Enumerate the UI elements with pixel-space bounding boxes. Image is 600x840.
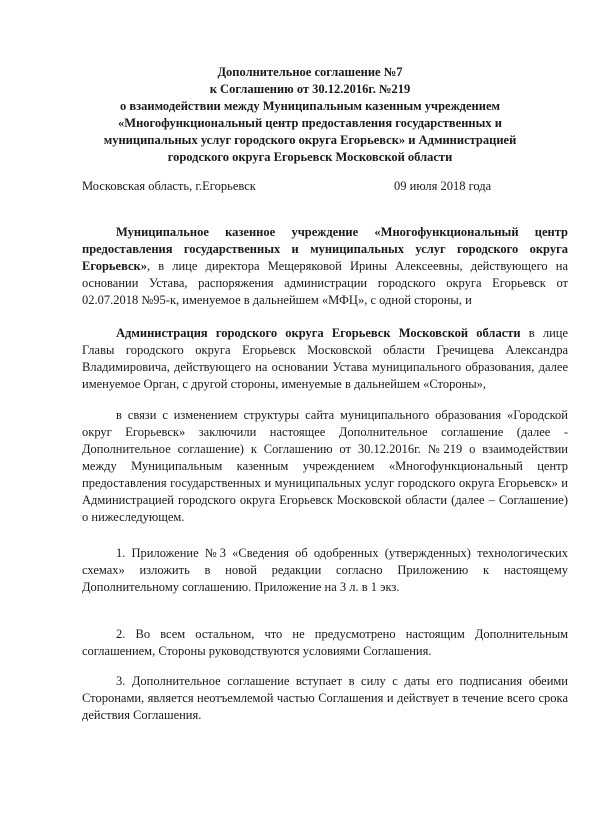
clause-2 — [82, 626, 568, 660]
agreement-subject-line-4: городского округа Егорьевск Московской области — [167, 150, 453, 164]
clause-1-text: 1. Приложение №3 «Сведения об одобренных (утвержденных) технологических схемах» изложить в новой редакции согласно Приложению к настоящему Дополнительному соглашению. Приложение на 3 л. в 1 экз. — [82, 546, 568, 594]
document-header — [60, 64, 560, 166]
place-text: Московская область, г.Егорьевск — [82, 179, 256, 193]
paragraph-administration-party — [82, 325, 568, 393]
agreement-subject-line-3: муниципальных услуг городского округа Егорьевск» и Администрацией — [103, 133, 517, 147]
paragraph-mfc-party — [82, 224, 568, 309]
mfc-party-name: Муниципальное казенное учреждение «Многофункциональный центр предоставления государственных и муниципальных услуг городского округа Егорьевск» — [82, 225, 568, 273]
agreement-title: Дополнительное соглашение №7 — [217, 65, 403, 79]
agreement-subject-line-2: «Многофункциональный центр предоставления государственных и — [118, 116, 502, 130]
administration-party-name: Администрация городского округа Егорьевск Московской области — [116, 326, 521, 340]
mfc-party-details: , в лице директора Мещеряковой Ирины Алексеевны, действующего на основании Устава, распоряжения администрации городского округа Егорьевск от 02.07.2018 №95-к, именуемое в дальнейшем «МФЦ», с одной стороны, и — [82, 259, 568, 307]
paragraph-preamble — [82, 407, 568, 526]
date-text: 09 июля 2018 года — [394, 179, 492, 193]
agreement-subject-line-1: о взаимодействии между Муниципальным казенным учреждением — [119, 99, 501, 113]
clause-3 — [82, 673, 568, 724]
clause-1 — [82, 545, 568, 596]
administration-party-details: в лице Главы городского округа Егорьевск Московской области Гречищева Александра Владимировича, действующего на основании Устава муниципального образования, далее именуемое Орган, с другой стороны, именуемые в дальнейшем «Стороны», — [82, 326, 568, 391]
preamble-text: в связи с изменением структуры сайта муниципального образования «Городской округ Егорьевск» заключили настоящее Дополнительное соглашение (далее - Дополнительное соглашение) к Соглашению от 30.12.2016г. №219 о взаимодействии между Муниципальным казенным учреждением «Многофункциональный центр предоставления государственных и муниципальных услуг городского округа Егорьевск» и Администрацией городского округа Егорьевск Московской области (далее – Соглашение) о нижеследующем. — [82, 408, 568, 524]
clause-3-text: 3. Дополнительное соглашение вступает в силу с даты его подписания обеими Сторонами, является неотъемлемой частью Соглашения и действует в течение всего срока действия Соглашения. — [82, 674, 568, 722]
clause-2-text: 2. Во всем остальном, что не предусмотрено настоящим Дополнительным соглашением, Стороны руководствуются условиями Соглашения. — [82, 627, 568, 658]
agreement-reference: к Соглашению от 30.12.2016г. №219 — [209, 82, 411, 96]
